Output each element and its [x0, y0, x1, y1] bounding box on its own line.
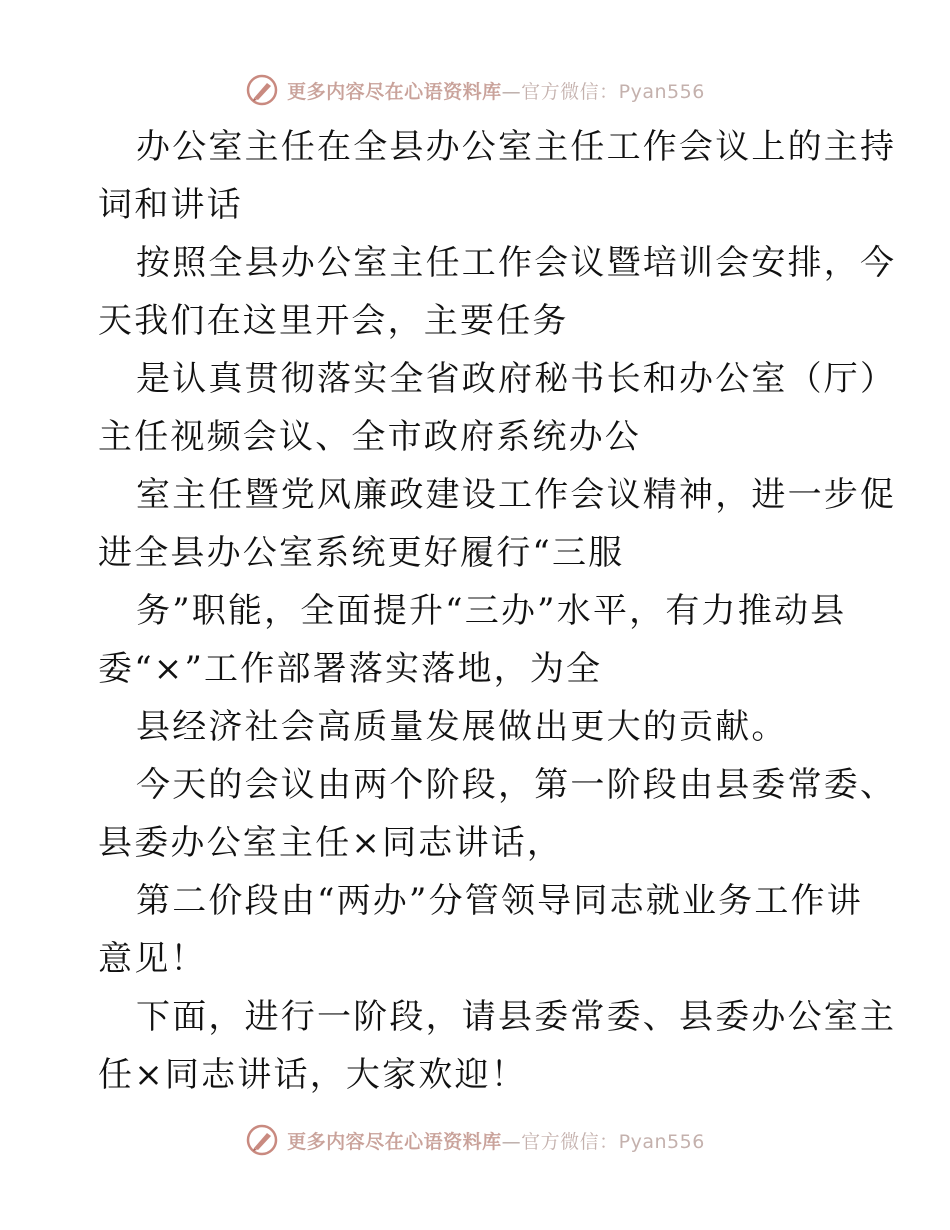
text-line: 词和讲话 [98, 185, 243, 225]
text-line: 办公室主任在全县办公室主任工作会议上的主持 [136, 127, 897, 167]
text-line: 今天的会议由两个阶段，第一阶段由县委常委、 [136, 765, 897, 805]
watermark-footer [0, 1120, 950, 1160]
text-line: 室主任暨党风廉政建设工作会议精神，进一步促 [136, 475, 897, 515]
paragraph [98, 988, 897, 1104]
text-line: 县委办公室主任×同志讲话， [98, 823, 564, 863]
pen-circle-logo-icon [245, 1123, 279, 1157]
paragraph [98, 118, 897, 234]
text-line: 下面，进行一阶段，请县委常委、县委办公室主 [136, 997, 897, 1037]
paragraph [98, 350, 897, 466]
watermark-contact: 官方微信：Pyan556 [521, 1130, 705, 1153]
watermark-contact: 官方微信：Pyan556 [521, 80, 705, 103]
text-line: 天我们在这里开会，主要任务 [98, 301, 569, 341]
document-body [98, 118, 897, 1104]
pen-circle-logo-icon [245, 73, 279, 107]
text-line: 任×同志讲话，大家欢迎！ [98, 1055, 527, 1095]
paragraph [98, 872, 863, 988]
text-line: 委“×”工作部署落实落地，为全 [98, 649, 603, 689]
paragraph [98, 234, 897, 350]
paragraph [98, 466, 897, 582]
watermark-header [0, 70, 950, 110]
watermark-dash: — [501, 1130, 522, 1153]
watermark-site: 更多内容尽在心语资料库 [287, 80, 502, 103]
text-line: 进全县办公室系统更好履行“三服 [98, 533, 625, 573]
paragraph [98, 582, 858, 698]
watermark-dash: — [501, 80, 522, 103]
text-line: 务”职能，全面提升“三办”水平，有力推动县 [136, 591, 847, 631]
watermark-text [287, 1127, 705, 1154]
text-line: 按照全县办公室主任工作会议暨培训会安排，今 [136, 243, 897, 283]
paragraph [98, 756, 897, 872]
text-line: 第二价段由“两办”分管领导同志就业务工作讲 [136, 881, 863, 921]
paragraph [98, 698, 858, 756]
text-line: 主任视频会议、全市政府系统办公 [98, 417, 641, 457]
watermark-text [287, 77, 705, 104]
watermark-site: 更多内容尽在心语资料库 [287, 1130, 502, 1153]
text-line: 是认真贯彻落实全省政府秘书长和办公室（厅） [136, 359, 897, 399]
text-line: 县经济社会高质量发展做出更大的贡献。 [136, 707, 788, 747]
text-line: 意见！ [98, 939, 207, 979]
